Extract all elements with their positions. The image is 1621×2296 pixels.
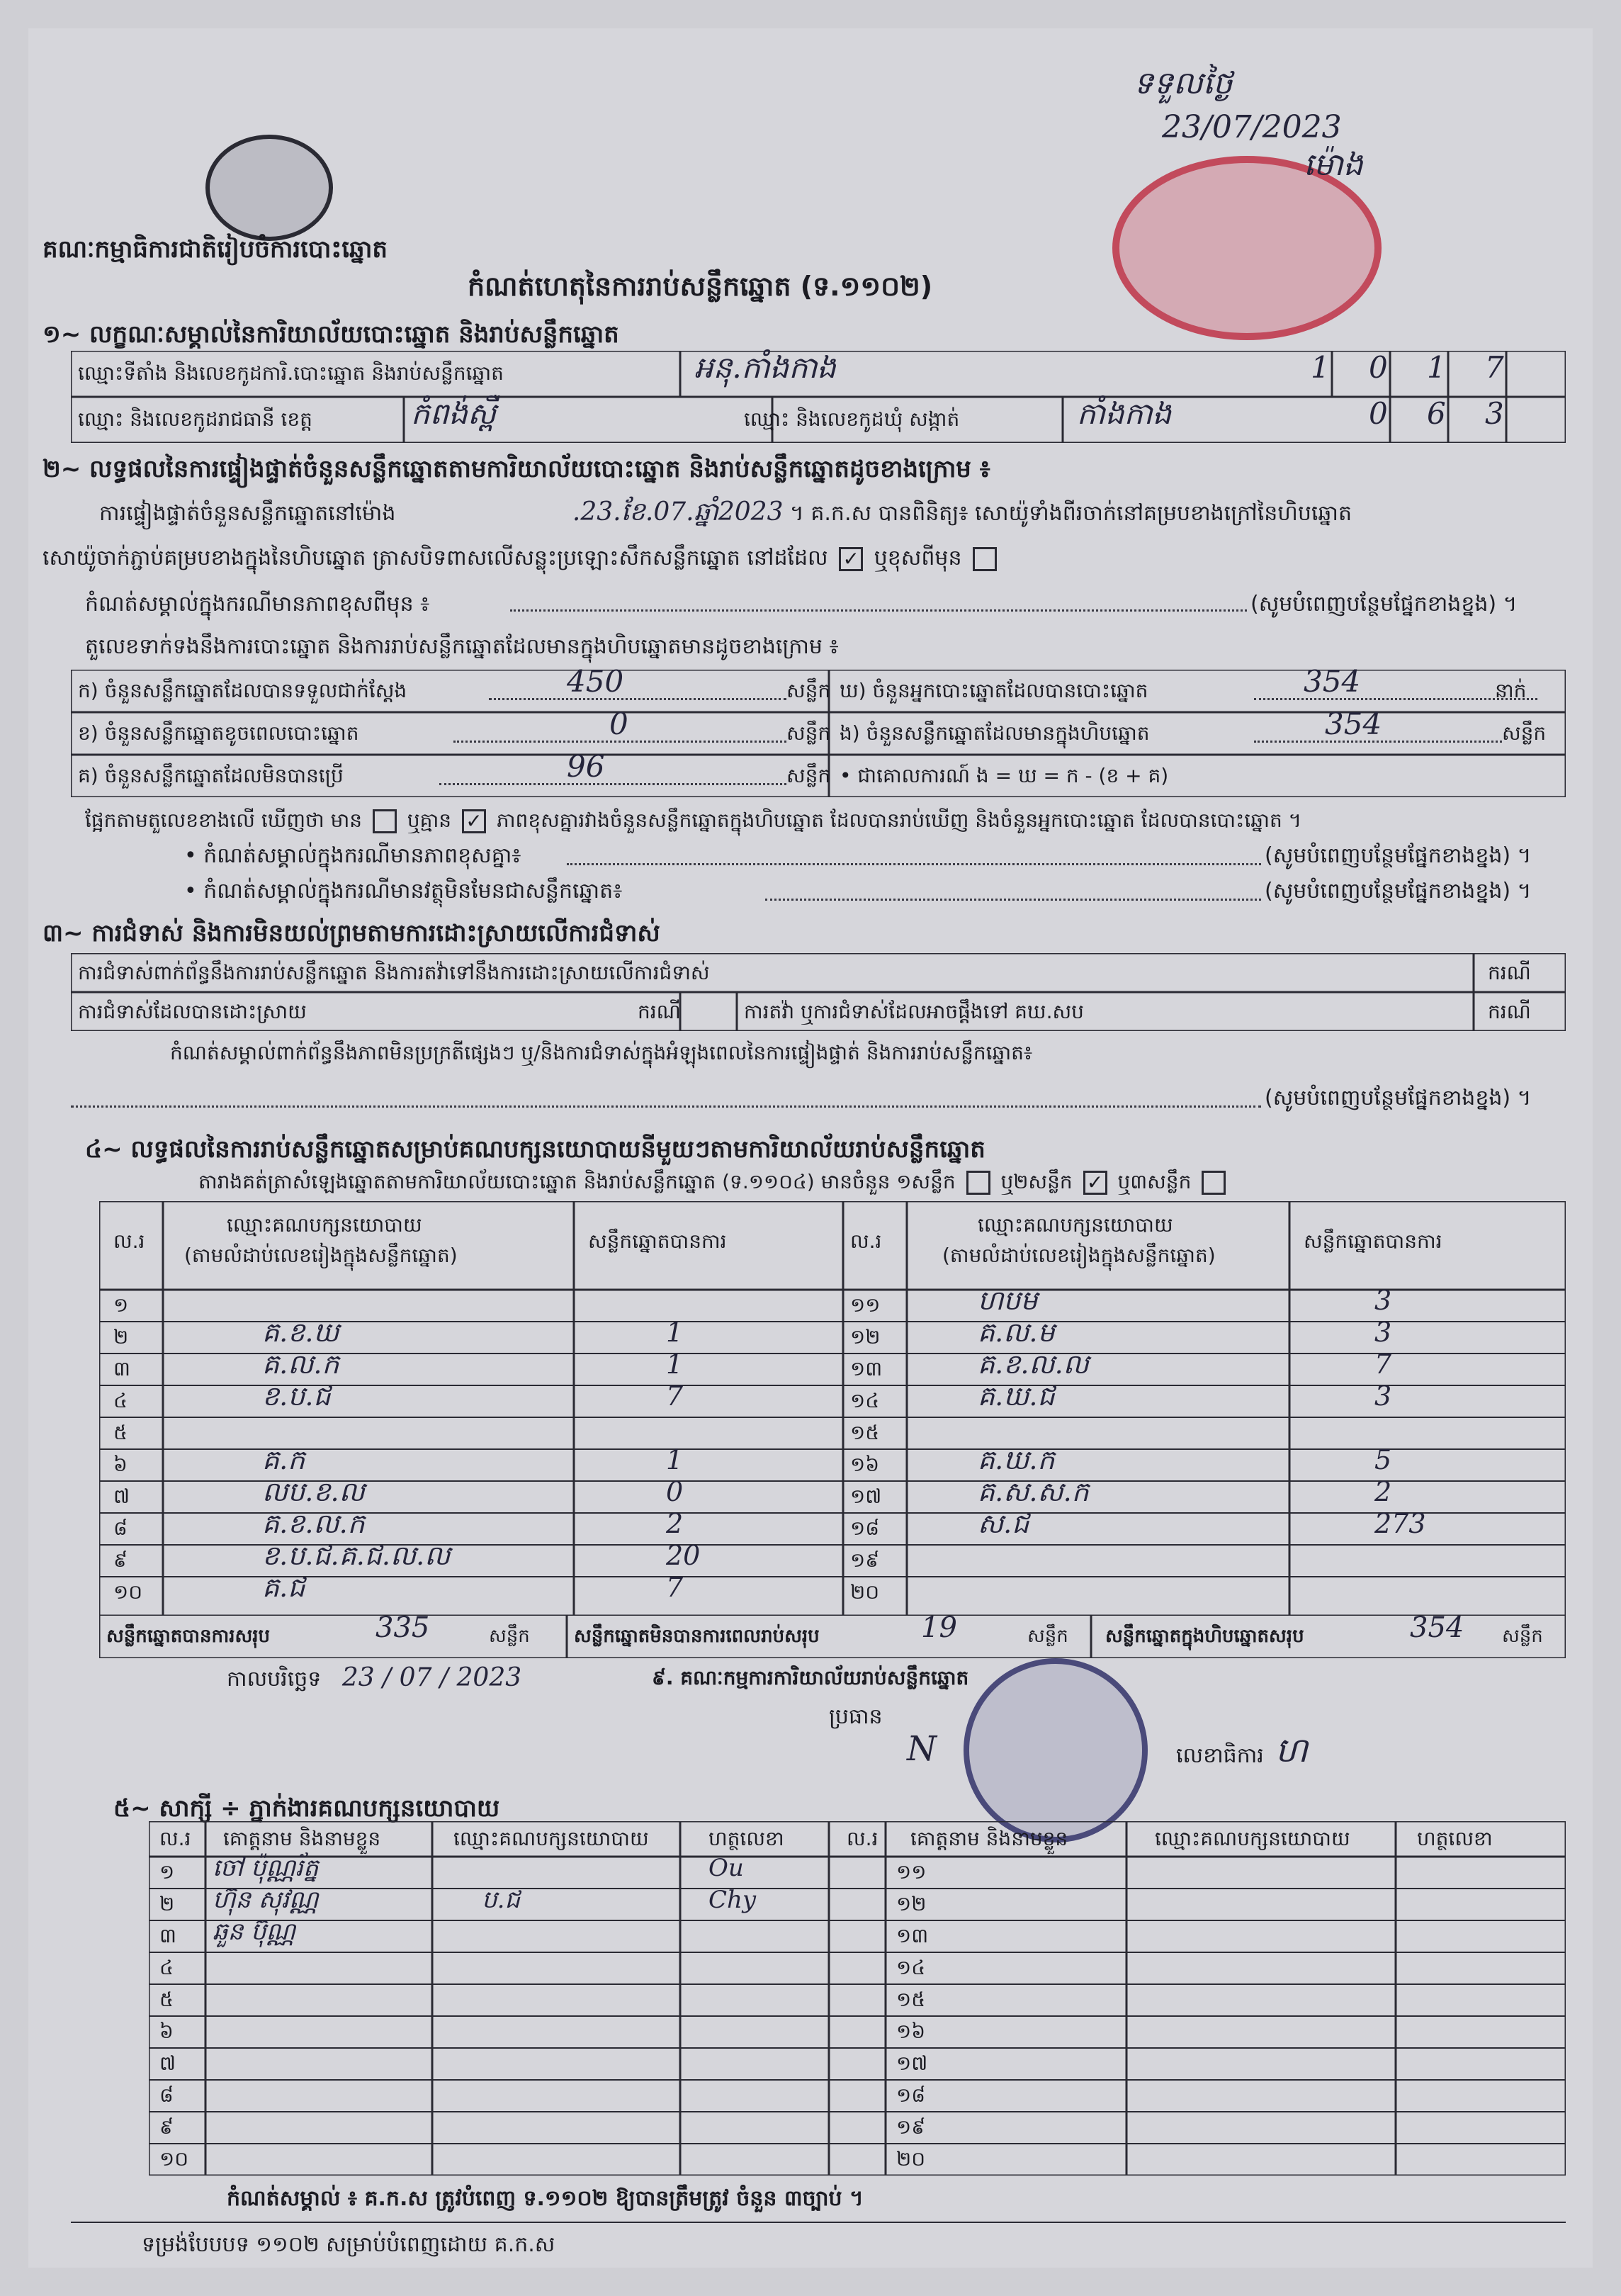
unit-label: សន្លឹក (786, 679, 831, 702)
party-name: ខ.ប.ជ (262, 1380, 331, 1412)
site-name-label: ឈ្មោះទីតាំង និងលេខកូដការិ.បោះឆ្នោត និងរាប់សន្លឹកឆ្នោត (78, 361, 504, 385)
dotted-fill (489, 698, 786, 700)
witness-signature: Chy (708, 1886, 757, 1914)
party-votes: 1 (666, 1317, 684, 1348)
case-unit: ករណី (638, 1000, 681, 1023)
row-number: ៦ (113, 1453, 128, 1476)
party-votes: 1 (666, 1349, 684, 1380)
total-invalid-value: 19 (921, 1611, 957, 1644)
col-sign-header: ហត្ថលេខា (708, 1827, 784, 1850)
verification-time-label: ការផ្ទៀងផ្ទាត់ចំនួនសន្លឹកឆ្នោតនៅម៉ោង (99, 501, 396, 526)
received-ballots-label: ក) ចំនួនសន្លឹកឆ្នោតដែលបានទទួលជាក់ស្តែង (78, 679, 407, 702)
col-party-subheader: (តាមលំដាប់លេខរៀងក្នុងសន្លឹកឆ្នោត) (942, 1244, 1216, 1267)
party-name: គ.ជ (262, 1572, 305, 1603)
party-name: គ.ឃ.ក (978, 1444, 1055, 1475)
site-code-digit: 7 (1485, 350, 1504, 385)
row-number: ២០ (850, 1580, 880, 1604)
col-party-header: ឈ្មោះគណបក្សនយោបាយ (227, 1213, 422, 1237)
party-votes: 1 (666, 1444, 684, 1475)
form-title: កំណត់ហេតុនៃការរាប់សន្លឹកឆ្នោត (ទ.១១០២) (468, 271, 933, 302)
witness-table (149, 1821, 1566, 2176)
verification-time-line (99, 497, 1352, 527)
comparison-line (85, 808, 1301, 833)
unit-label: សន្លឹក (786, 721, 831, 745)
section3-title: ៣~ ការជំទាស់ និងការមិនយល់ព្រមតាមការដោះស្រាយលើការជំទាស់ (43, 919, 660, 947)
chair-signature: N (907, 1729, 937, 1769)
fill-back-hint: (សូមបំពេញបន្ថែមផ្នែកខាងខ្នង) ។ (1250, 592, 1518, 617)
row-number: ២ (113, 1325, 129, 1349)
voters-label: ឃ) ចំនួនអ្នកបោះឆ្នោតដែលបានបោះឆ្នោត (840, 679, 1148, 702)
witness-row-number: ៣ (159, 1924, 176, 1947)
witness-signature: Ou (708, 1854, 744, 1882)
party-name: គ.ឃ.ជ (978, 1380, 1055, 1412)
dotted-fill (765, 899, 1261, 901)
unit-label: សន្លឹក (786, 764, 831, 787)
voters-value: 354 (1304, 664, 1361, 699)
province-value: កំពង់ស្ពឺ (411, 396, 496, 431)
difference-note-label: កំណត់សម្គាល់ក្នុងករណីមានភាពខុសពីមុន ៖ (85, 592, 430, 617)
two-sheets-checkbox[interactable]: ✓ (1083, 1171, 1107, 1195)
witness-row-number: ៩ (159, 2115, 174, 2139)
copies-note: កំណត់សម្គាល់ ៖ គ.ក.ស ត្រូវបំពេញ ទ.១១០២ ឱ្យបានត្រឹមត្រូវ ចំនួន ៣ច្បាប់ ។ (227, 2186, 864, 2211)
col-party-subheader: (តាមលំដាប់លេខរៀងក្នុងសន្លឹកឆ្នោត) (184, 1244, 458, 1267)
difference-note-line (510, 609, 1247, 612)
witness-party: ប.ជ (482, 1886, 520, 1914)
party-votes: 7 (666, 1380, 684, 1412)
row-number: ១០ (113, 1580, 143, 1604)
witness-name: ហ៊ុន សុវណ្ណ (213, 1886, 319, 1914)
party-votes: 3 (1374, 1285, 1392, 1316)
witness-row-number: ១៨ (896, 2083, 926, 2107)
col-no-header: ល.រ (113, 1229, 145, 1253)
row-number: ៨ (113, 1516, 128, 1540)
handwritten-received-note (1134, 64, 1363, 191)
verification-date: .23.ខែ.07.ឆ្នាំ2023 (572, 497, 784, 527)
row-number: ១១ (850, 1293, 881, 1317)
fill-back-hint: (សូមបំពេញបន្ថែមផ្នែកខាងខ្នង) ។ (1265, 843, 1532, 868)
verification-seal-text: ។ គ.ក.ស បានពិនិត្យ៖ សោយ៉ូទាំងពីរចាក់នៅគម្របខាងក្រៅនៃហិបឆ្នោត (790, 501, 1352, 526)
ballots-in-box-label: ង) ចំនួនសន្លឹកឆ្នោតដែលមានក្នុងហិបឆ្នោត (840, 721, 1150, 745)
seal-status-line (43, 546, 1001, 571)
totals-row (99, 1611, 1566, 1658)
handwritten-line-1: ទទួលថ្ងៃ (1134, 65, 1233, 101)
tally-sheet-text: តារាងគត់ត្រាសំឡេងឆ្នោតតាមការិយាល័យបោះឆ្នោត និងរាប់សន្លឹកឆ្នោត (ទ.១១០៤) មានចំនួន ១សន្លឹក (198, 1170, 956, 1193)
handwritten-line-2: 23/07/2023 (1162, 109, 1342, 145)
organization-name: គណៈកម្មាធិការជាតិរៀបចំការបោះឆ្នោត (43, 235, 388, 264)
party-name: គ.ល.ម (978, 1317, 1055, 1348)
comparison-text-b: ភាពខុសគ្នារវាងចំនួនសន្លឹកឆ្នោតក្នុងហិបឆ្នោត ដែលបានរាប់ឃើញ និងចំនួនអ្នកបោះឆ្នោត ដែលបានបោះឆ្នោត ។ (496, 809, 1302, 832)
col-party-header: ឈ្មោះគណបក្សនយោបាយ (1155, 1827, 1350, 1850)
total-valid-label: សន្លឹកឆ្នោតបានការសរុប (106, 1626, 271, 1647)
dotted-fill (71, 1105, 1261, 1108)
site-code-digit: 1 (1311, 350, 1330, 385)
discrepancy-note-label: • កំណត់សម្គាល់ក្នុងករណីមានភាពខុសគ្នា៖ (184, 843, 521, 868)
witness-row-number: ១៩ (896, 2115, 926, 2139)
foreign-object-note-label: • កំណត់សម្គាល់ក្នុងករណីមានវត្ថុមិនមែនជាសន្លឹកឆ្នោត៖ (184, 879, 623, 904)
party-votes: 5 (1374, 1444, 1392, 1475)
commune-value: កាំងកាង (1077, 396, 1172, 431)
dotted-fill (567, 863, 1261, 865)
date-line (227, 1665, 521, 1692)
unchanged-checkbox[interactable]: ✓ (839, 547, 863, 571)
footer-divider (71, 2222, 1566, 2223)
section1-title: ១~ លក្ខណៈសម្គាល់នៃការិយាល័យបោះឆ្នោត និងរាប់សន្លឹកឆ្នោត (43, 320, 619, 349)
secretary-signature: ហ (1275, 1731, 1308, 1770)
row-number: ១៥ (850, 1421, 880, 1444)
seal-status-text: សោយ៉ូចាក់ភ្ជាប់គម្របខាងក្នុងនៃហិបឆ្នោត ត្រាសបិទពាសលើសន្លុះប្រឡោះសឹកសន្លឹកឆ្នោត នៅដដែល (43, 546, 828, 570)
secretary-label: លេខាធិការ (1176, 1743, 1264, 1768)
row-number: ១៣ (850, 1357, 883, 1380)
no-difference-label: ឬគ្មាន (407, 809, 452, 832)
party-votes: 7 (1374, 1349, 1392, 1380)
unused-ballots-value: 96 (567, 749, 605, 784)
witness-row-number: ១៣ (896, 1924, 929, 1947)
section5-title: ៥~ សាក្សី ÷ ភ្នាក់ងារគណបក្សនយោបាយ (113, 1794, 500, 1823)
tally-sheet-count-line (198, 1169, 1230, 1195)
party-name: គ.ក (262, 1444, 305, 1475)
col-no-header: ល.រ (850, 1229, 882, 1253)
site-code-digit: 0 (1369, 350, 1388, 385)
total-invalid-label: សន្លឹកឆ្នោតមិនបានការពេលរាប់សរុប (574, 1626, 820, 1647)
commune-code-digit: 3 (1485, 396, 1504, 431)
col-name-header: គោត្តនាម និងនាមខ្លួន (223, 1827, 381, 1850)
changed-checkbox[interactable] (973, 547, 997, 571)
total-box-value: 354 (1410, 1611, 1464, 1644)
form-footer: ទម្រង់បែបបទ ១១០២ សម្រាប់បំពេញដោយ គ.ក.ស (142, 2232, 555, 2257)
witness-row-number: ១៥ (896, 1988, 926, 2011)
col-sign-header: ហត្ថលេខា (1417, 1827, 1493, 1850)
col-no-header: ល.រ (847, 1827, 879, 1850)
party-votes: 2 (666, 1508, 684, 1539)
party-name: លប.ខ.ល (262, 1476, 365, 1507)
witness-row-number: ៨ (159, 2083, 174, 2107)
date-label: កាលបរិច្ឆេទ (227, 1667, 322, 1692)
received-ballots-value: 450 (567, 664, 624, 699)
witness-row-number: ៤ (159, 1956, 174, 1979)
party-votes: 273 (1374, 1508, 1426, 1539)
witness-row-number: ១៤ (896, 1956, 926, 1979)
resolved-complaints-label: ការជំទាស់ដែលបានដោះស្រាយ (78, 1000, 307, 1023)
row-number: ៩ (113, 1548, 128, 1572)
section4-title: ៤~ លទ្ធផលនៃការរាប់សន្លឹកឆ្នោតសម្រាប់គណបក្សនយោបាយនីមួយៗតាមការិយាល័យរាប់សន្លឹកឆ្នោត (85, 1135, 985, 1164)
witness-row-number: ៧ (159, 2052, 176, 2075)
row-number: ១ (113, 1293, 129, 1317)
witness-row-number: ២០ (896, 2147, 926, 2171)
ballots-in-box-value: 354 (1325, 707, 1382, 741)
complaints-label: ការជំទាស់ពាក់ព័ន្ធនឹងការរាប់សន្លឹកឆ្នោត និងការតវ៉ាទៅនឹងការដោះស្រាយលើការជំទាស់ (78, 961, 710, 984)
case-unit: ករណី (1488, 961, 1531, 984)
row-number: ៧ (113, 1485, 130, 1508)
committee-label: ៩. គណៈកម្មការការិយាល័យរាប់សន្លឹកឆ្នោត (652, 1666, 969, 1689)
blue-official-stamp (964, 1658, 1148, 1842)
witness-name: ចៅ ប៉ុណ្ណរ័ត្ន (213, 1854, 319, 1882)
col-no-header: ល.រ (159, 1827, 191, 1850)
party-name: គ.ខ.ល.ល (978, 1349, 1089, 1380)
appealable-complaints-label: ការតវ៉ា ឬការជំទាស់ដែលអាចផ្ដឹងទៅ គឃ.សប (744, 1000, 1084, 1023)
witness-row-number: ១៧ (896, 2052, 928, 2075)
row-number: ១៩ (850, 1548, 880, 1572)
fill-back-hint: (សូមបំពេញបន្ថែមផ្នែកខាងខ្នង) ។ (1265, 1086, 1532, 1110)
witness-row-number: ២ (159, 1892, 175, 1915)
spoiled-ballots-label: ខ) ចំនួនសន្លឹកឆ្នោតខូចពេលបោះឆ្នោត (78, 721, 359, 745)
commune-code-digit: 0 (1369, 396, 1388, 431)
row-number: ១២ (850, 1325, 881, 1349)
witness-row-number: ១១ (896, 1860, 927, 1884)
witness-name: ឆួន ប៊ុណ្ណ (213, 1918, 296, 1946)
witness-row-number: ១០ (159, 2147, 189, 2171)
document-page (28, 28, 1593, 2268)
party-name: ហបម (978, 1285, 1038, 1316)
witness-row-number: ១ (159, 1860, 175, 1884)
site-name-value: អនុ.កាំងកាង (694, 350, 836, 385)
unit-label: សន្លឹក (1502, 1626, 1543, 1647)
handwritten-line-3: ម៉ោង (1304, 147, 1363, 183)
col-votes-header: សន្លឹកឆ្នោតបានការ (588, 1229, 727, 1253)
unit-label: សន្លឹក (489, 1626, 530, 1647)
party-votes: 7 (666, 1572, 684, 1603)
date-value: 23 / 07 / 2023 (341, 1663, 522, 1692)
party-votes: 2 (1374, 1476, 1392, 1507)
witness-row-number: ៦ (159, 2020, 174, 2043)
witness-row-number: ១៦ (896, 2020, 926, 2043)
changed-label: ឬខុសពីមុន (874, 546, 962, 570)
case-unit: ករណី (1488, 1000, 1531, 1023)
unit-label: សន្លឹក (1502, 721, 1547, 745)
party-name: ខ.ប.ជ.គ.ជ.ល.ល (262, 1540, 451, 1571)
party-votes: 0 (666, 1476, 684, 1507)
has-difference-checkbox[interactable] (373, 809, 397, 833)
three-sheets-label: ឬ៣សន្លឹក (1117, 1170, 1192, 1193)
col-name-header: គោត្តនាម និងនាមខ្លួន (910, 1827, 1068, 1850)
party-name: គ.ខ.ល.ក (262, 1508, 365, 1539)
party-name: គ.ស.ស.ក (978, 1476, 1089, 1507)
three-sheets-checkbox[interactable] (1202, 1171, 1226, 1195)
chair-label: ប្រធាន (829, 1704, 883, 1729)
figures-intro: តួលេខទាក់ទងនឹងការបោះឆ្នោត និងការរាប់សន្លឹកឆ្នោតដែលមានក្នុងហិបឆ្នោតមានដូចខាងក្រោម ៖ (85, 634, 839, 659)
dotted-fill (439, 783, 786, 785)
party-name: ស.ជ (978, 1508, 1029, 1539)
row-number: ១៧ (850, 1485, 882, 1508)
party-name: គ.ខ.ឃ (262, 1317, 339, 1348)
col-votes-header: សន្លឹកឆ្នោតបានការ (1304, 1229, 1442, 1253)
row-number: ១៨ (850, 1516, 880, 1540)
party-votes: 3 (1374, 1380, 1392, 1412)
formula-text: • ជាគោលការណ៍ ង = ឃ = ក - (ខ + គ) (840, 764, 1169, 787)
total-valid-value: 335 (375, 1611, 430, 1644)
no-difference-checkbox[interactable]: ✓ (462, 809, 486, 833)
party-votes: 3 (1374, 1317, 1392, 1348)
witness-row-number: ៥ (159, 1988, 174, 2011)
one-sheet-checkbox[interactable] (966, 1171, 990, 1195)
irregularities-note-label: កំណត់សម្គាល់ពាក់ព័ន្ធនឹងភាពមិនប្រក្រតីផ្សេងៗ ឬ/និងការជំទាស់ក្នុងអំឡុងពេលនៃការផ្ទៀងផ្ទាត់ និងការរាប់សន្លឹកឆ្នោត៖ (170, 1041, 1033, 1064)
total-box-label: សន្លឹកឆ្នោតក្នុងហិបឆ្នោតសរុប (1105, 1626, 1304, 1647)
comparison-text-a: ផ្អែកតាមតួលេខខាងលើ ឃើញថា មាន (85, 809, 363, 832)
party-votes: 20 (666, 1540, 701, 1571)
spoiled-ballots-value: 0 (609, 707, 628, 741)
row-number: ៤ (113, 1389, 128, 1412)
row-number: ៥ (113, 1421, 128, 1444)
fill-back-hint: (សូមបំពេញបន្ថែមផ្នែកខាងខ្នង) ។ (1265, 879, 1532, 904)
party-name: គ.ល.ក (262, 1349, 339, 1380)
commune-label: ឈ្មោះ និងលេខកូដឃុំ សង្កាត់ (744, 407, 960, 431)
commune-code-digit: 6 (1427, 396, 1446, 431)
unit-person: នាក់ (1495, 679, 1527, 702)
unit-label: សន្លឹក (1027, 1626, 1068, 1647)
section2-title: ២~ លទ្ធផលនៃការផ្ទៀងផ្ទាត់ចំនួនសន្លឹកឆ្នោតតាមការិយាល័យបោះឆ្នោត និងរាប់សន្លឹកឆ្នោតដូចខាងក្រោម ៖ (43, 455, 990, 483)
row-number: ១៤ (850, 1389, 880, 1412)
nec-emblem (205, 135, 333, 241)
row-number: ៣ (113, 1357, 130, 1380)
unused-ballots-label: គ) ចំនួនសន្លឹកឆ្នោតដែលមិនបានប្រើ (78, 764, 344, 787)
witness-row-number: ១២ (896, 1892, 927, 1915)
two-sheets-label: ឬ២សន្លឹក (1000, 1170, 1073, 1193)
col-party-header: ឈ្មោះគណបក្សនយោបាយ (453, 1827, 649, 1850)
col-party-header: ឈ្មោះគណបក្សនយោបាយ (978, 1213, 1173, 1237)
site-code-digit: 1 (1427, 350, 1446, 385)
row-number: ១៦ (850, 1453, 880, 1476)
province-label: ឈ្មោះ និងលេខកូដរាជធានី ខេត្ត (78, 407, 312, 431)
